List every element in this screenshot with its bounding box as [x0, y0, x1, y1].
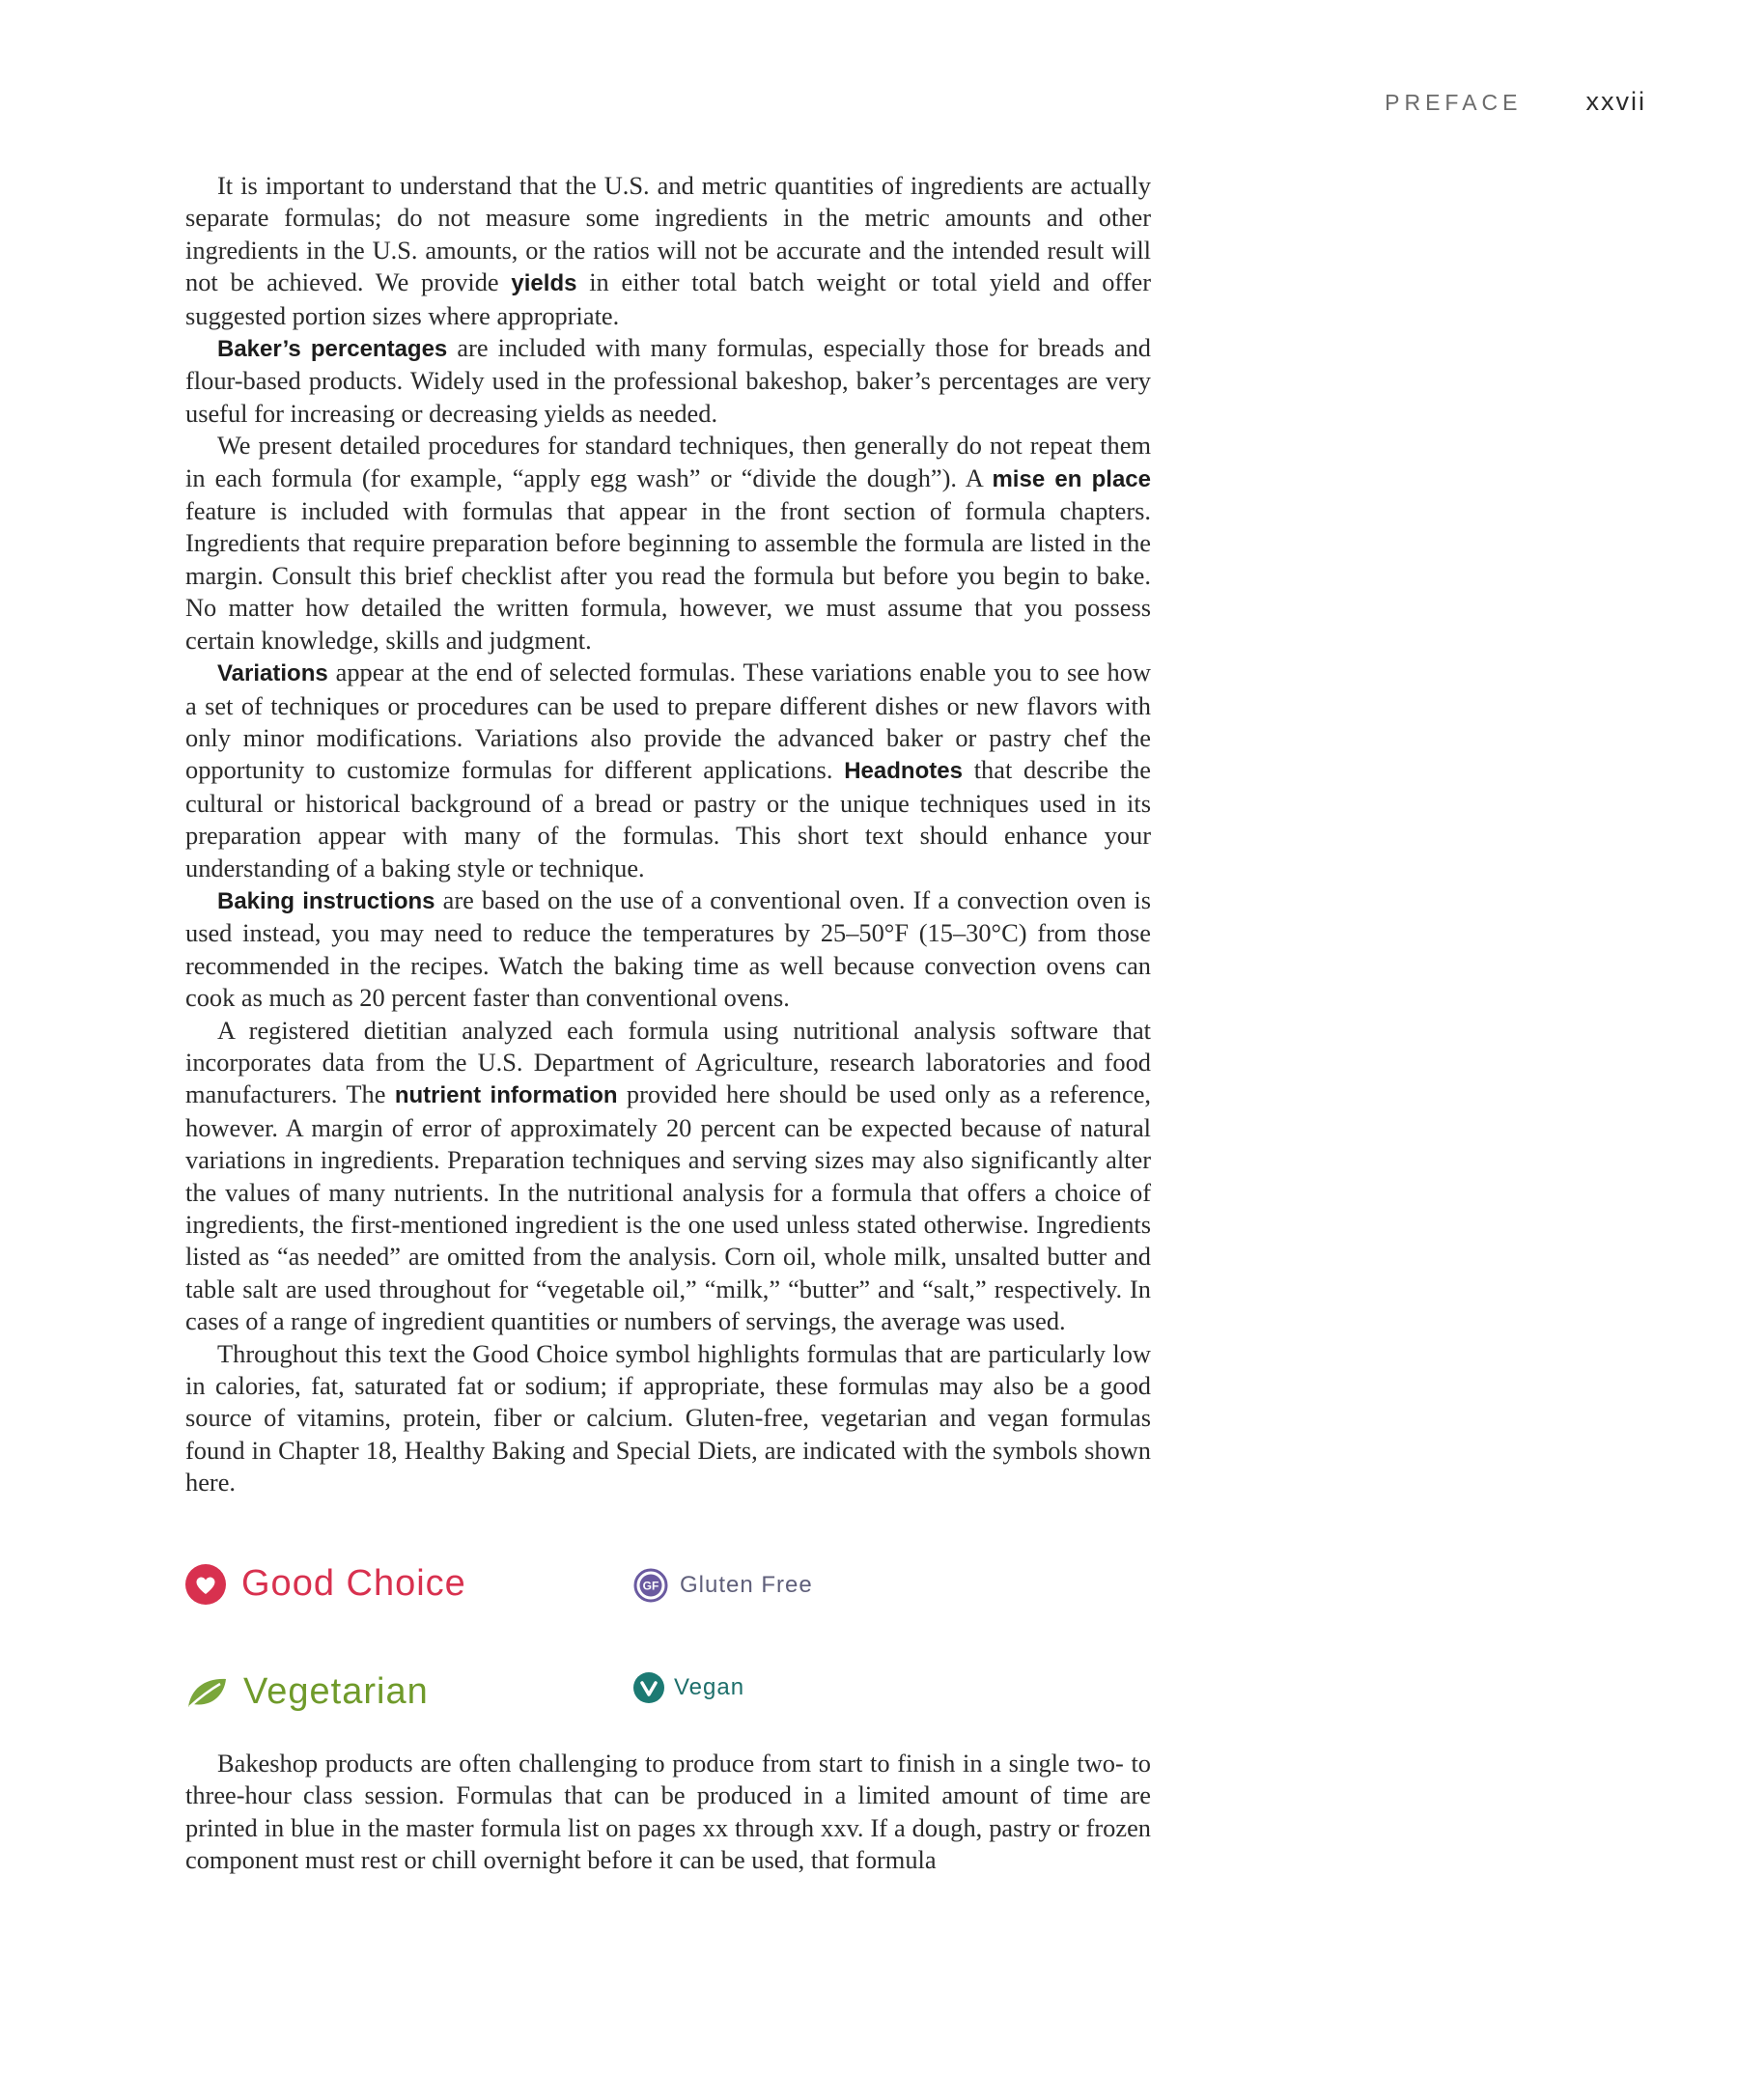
- bold-term: nutrient information: [394, 1082, 618, 1109]
- bold-term: Baker’s percentages: [217, 336, 448, 363]
- vegan-symbol: [633, 1672, 744, 1703]
- section-name: PREFACE: [1385, 90, 1523, 115]
- bold-term: mise en place: [992, 465, 1151, 492]
- bold-term: Variations: [217, 660, 328, 687]
- body-paragraph: [185, 1015, 1151, 1338]
- vegan-label: Vegan: [674, 1674, 745, 1700]
- running-head: [1385, 87, 1646, 117]
- text-run: are based on the use of a conventional oven. If a convection oven is used instead, you may need to reduce the temperatures by 25–50°F (15–30°C) from those recommended in the recipes. Watch the baking time as well because convection ovens can cook as much as 20 percent faster than conventional ovens.: [185, 884, 1152, 1013]
- bold-term: yields: [511, 270, 577, 297]
- gf-circle-icon: [633, 1568, 668, 1603]
- gluten-free-symbol: [633, 1568, 813, 1603]
- vegetarian-label: Vegetarian: [243, 1671, 429, 1712]
- text-run: are included with many formulas, especially those for breads and flour-based products. Widely used in the professional bakeshop, baker’s percentages are very useful for increasing or decreasing yields as needed.: [185, 333, 1152, 428]
- closing-paragraph: Bakeshop products are often challenging to produce from start to finish in a single two- to three-hour class session. Formulas that can be produced in a limited amount of time are printed in blue in the master formula list on pages xx through xxv. If a dough, pastry or frozen component must rest or chill overnight before it can be used, that formula: [185, 1749, 1151, 1875]
- body-paragraph: [185, 170, 1151, 332]
- leaf-icon: [185, 1675, 228, 1710]
- diet-symbols-legend: [185, 1556, 1151, 1721]
- text-run: appear at the end of selected formulas. These variations enable you to see how a set of techniques or procedures can be used to prepare different dishes or new flavors with only minor modifications. Variations also provide the advanced baker or pastry chef the opportunity to customize formulas for different applications.: [185, 658, 1151, 785]
- vegetarian-symbol: [185, 1671, 429, 1713]
- body-paragraph: [185, 332, 1151, 430]
- text-run: that describe the cultural or historical background of a bread or pastry or the unique techniques used in its preparation appear with many of the formulas. This short text should enhance your understanding of a baking style or technique.: [185, 755, 1151, 882]
- heart-icon: [185, 1564, 226, 1605]
- good-choice-label: Good Choice: [241, 1563, 466, 1604]
- text-run: feature is included with formulas that appear in the front section of formula chapters. Ingredients that require preparation before beginning to assemble the formula are listed in the margin. Consult this brief checklist after you read the formula but before you begin to bake. No matter how detailed the written formula, however, we must assume that you possess certain knowledge, skills and judgment.: [185, 496, 1151, 655]
- text-run: A registered dietitian analyzed each formula using nutritional analysis software that incorporates data from the U.S. Department of Agriculture, research laboratories and food manufacturers. The: [185, 1015, 1151, 1109]
- good-choice-symbol: [185, 1563, 466, 1605]
- text-run: Throughout this text the Good Choice symbol highlights formulas that are particularly low in calories, fat, saturated fat or sodium; if appropriate, these formulas may also be a good source of vitamins, protein, fiber or calcium. Gluten-free, vegetarian and vegan formulas found in Chapter 18, Healthy Baking and Special Diets, are indicated with the symbols shown here.: [185, 1338, 1151, 1498]
- body-text: [185, 170, 1151, 1499]
- body-paragraph: [185, 657, 1151, 884]
- v-check-icon: [633, 1672, 664, 1703]
- text-run: in either total batch weight or total yield and offer suggested portion sizes where appropriate.: [185, 267, 1151, 330]
- bold-term: Headnotes: [844, 758, 963, 785]
- gluten-free-label: Gluten Free: [680, 1572, 813, 1598]
- body-paragraph: [185, 1338, 1151, 1499]
- page-number: xxvii: [1585, 87, 1646, 116]
- text-run: provided here should be used only as a reference, however. A margin of error of approximately 20 percent can be expected because of natural variations in ingredients. Preparation techniques and serving sizes may also significantly alter the values of many nutrients. In the nutritional analysis for a formula that offers a choice of ingredients, the first-mentioned ingredient is the one used unless stated otherwise. Ingredients listed as “as needed” are omitted from the analysis. Corn oil, whole milk, unsalted butter and table salt are used throughout for “vegetable oil,” “milk,” “butter” and “salt,” respectively. In cases of a range of ingredient quantities or numbers of servings, the average was used.: [185, 1079, 1152, 1336]
- body-paragraph: [185, 430, 1151, 657]
- bold-term: Baking instructions: [217, 887, 435, 914]
- gf-badge-text: GF: [642, 1579, 659, 1593]
- text-run: We present detailed procedures for standard techniques, then generally do not repeat them in each formula (for example, “apply egg wash” or “divide the dough”). A: [185, 431, 1151, 492]
- closing-text: [185, 1748, 1151, 1877]
- body-paragraph: [185, 884, 1151, 1015]
- text-run: It is important to understand that the U.S. and metric quantities of ingredients are actually separate formulas; do not measure some ingredients in the metric amounts and other ingredients in the U.S. amounts, or the ratios will not be accurate and the intended result will not be achieved. We provide: [185, 171, 1151, 297]
